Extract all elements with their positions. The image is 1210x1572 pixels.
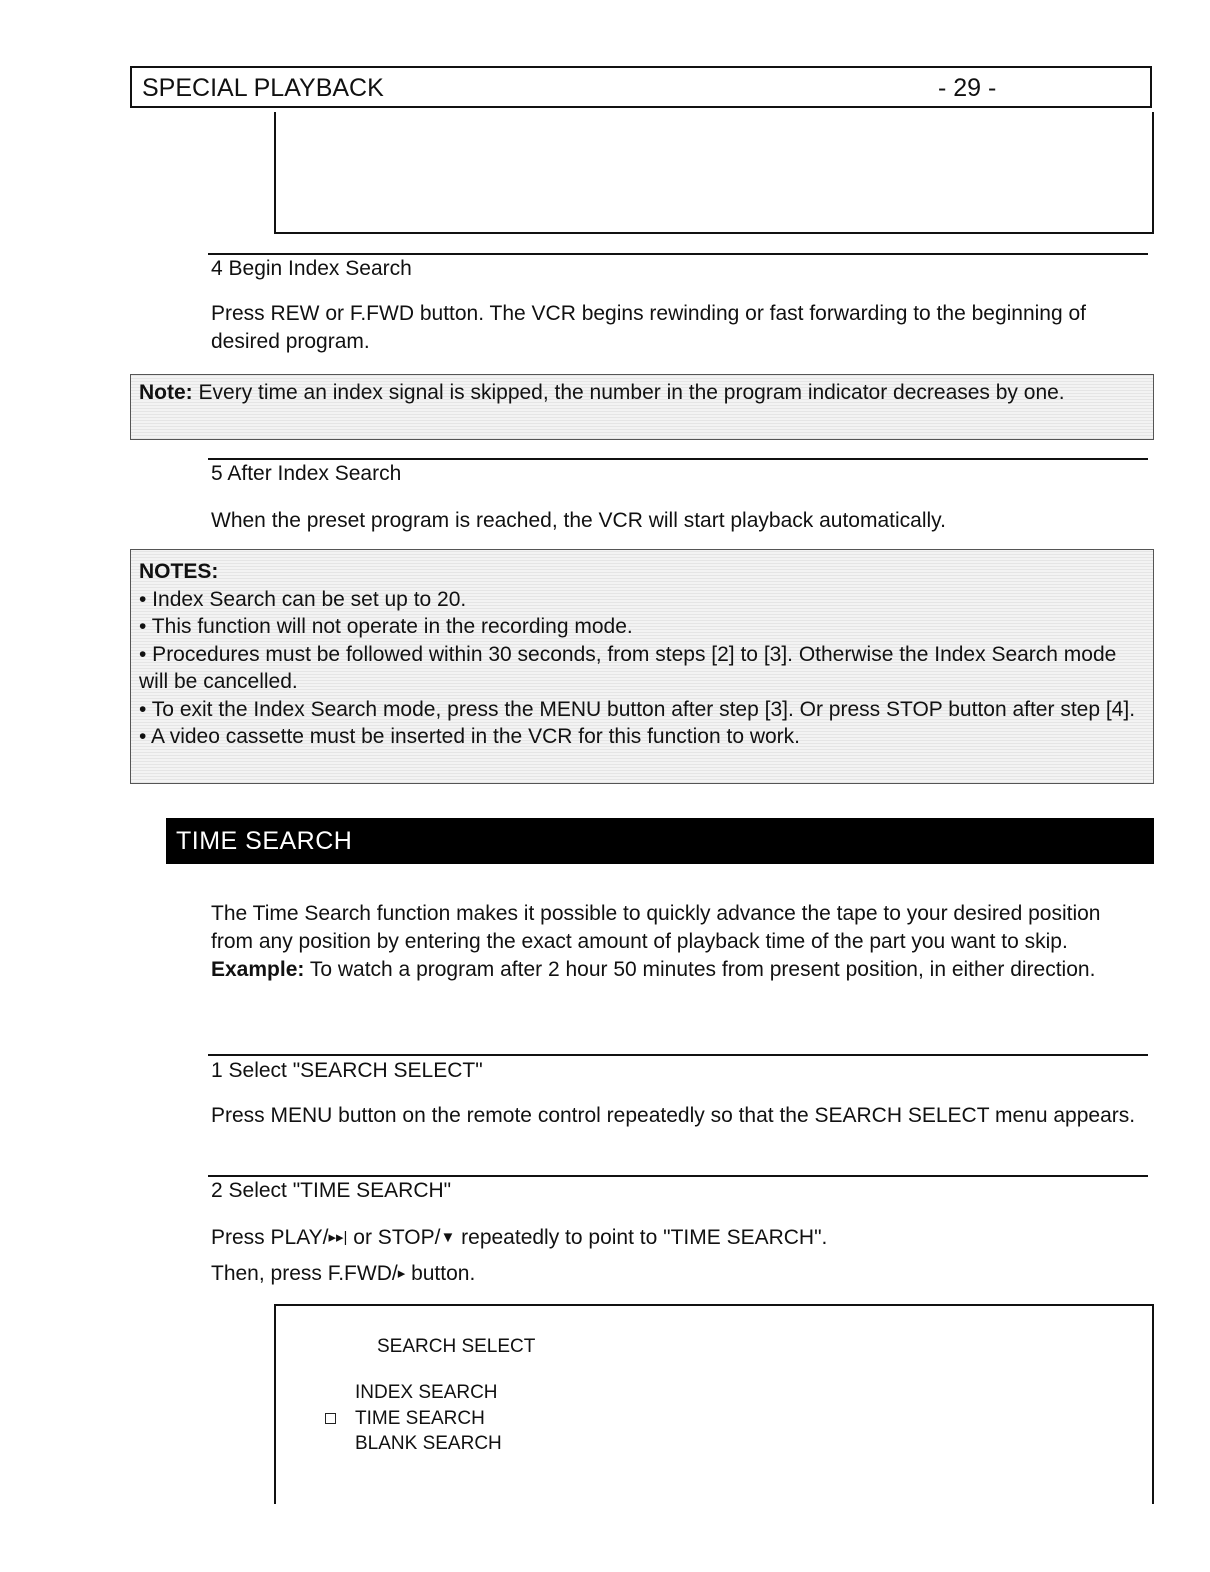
notes-item: • To exit the Index Search mode, press the MENU button after step [3]. Or press STOP button after step [4]. bbox=[139, 697, 1136, 721]
step-2-line-1 bbox=[211, 1224, 1146, 1252]
step-2-title: 2 Select "TIME SEARCH" bbox=[211, 1179, 452, 1202]
example-text: To watch a program after 2 hour 50 minutes from present position, in either direction. bbox=[309, 958, 1096, 981]
step-1-title: 1 Select "SEARCH SELECT" bbox=[211, 1059, 483, 1082]
menu-item-index-search: INDEX SEARCH bbox=[355, 1382, 498, 1403]
divider bbox=[208, 1054, 1148, 1056]
play-skip-icon: ▸▸| bbox=[328, 1229, 348, 1246]
divider bbox=[208, 253, 1148, 255]
note-label: Note: bbox=[139, 381, 193, 404]
step-4-text: Press REW or F.FWD button. The VCR begins rewinding or fast forwarding to the beginning of desired program. bbox=[211, 302, 1087, 353]
step-2-text: button. bbox=[405, 1262, 476, 1285]
notes-item: • This function will not operate in the recording mode. bbox=[139, 615, 633, 638]
page-header bbox=[130, 66, 1152, 108]
time-search-section-bar bbox=[166, 818, 1154, 864]
example-line bbox=[211, 956, 1146, 984]
example-label: Example: bbox=[211, 958, 305, 981]
screen-display-box bbox=[274, 112, 1154, 234]
step-1-text: Press MENU button on the remote control repeatedly so that the SEARCH SELECT menu appears. bbox=[211, 1104, 1136, 1127]
menu-item-blank-search: BLANK SEARCH bbox=[355, 1433, 502, 1454]
note-box bbox=[130, 374, 1154, 440]
note-text: Every time an index signal is skipped, the number in the program indicator decreases by one. bbox=[198, 381, 1065, 404]
notes-item: • Procedures must be followed within 30 seconds, from steps [2] to [3]. Otherwise the Index Search mode will be cancelled. bbox=[139, 642, 1117, 693]
step-4-title: 4 Begin Index Search bbox=[211, 257, 412, 280]
time-search-heading: TIME SEARCH bbox=[176, 827, 353, 855]
intro-text: The Time Search function makes it possible to quickly advance the tape to your desired position from any position by entering the exact amount of playback time of the part you want to skip. bbox=[211, 902, 1101, 953]
divider bbox=[208, 1175, 1148, 1177]
step-2-line-2 bbox=[211, 1260, 1146, 1288]
notes-label: NOTES: bbox=[139, 560, 219, 583]
page-number: - 29 - bbox=[938, 74, 997, 102]
step-2-text: or STOP/ bbox=[347, 1226, 441, 1249]
right-arrow-icon: ▸ bbox=[397, 1265, 406, 1282]
menu-item-time-search: TIME SEARCH bbox=[355, 1408, 485, 1429]
menu-title: SEARCH SELECT bbox=[377, 1336, 536, 1357]
section-header-title: SPECIAL PLAYBACK bbox=[142, 74, 384, 102]
step-5-title: 5 After Index Search bbox=[211, 462, 402, 485]
step-2-text: Press PLAY/ bbox=[211, 1226, 329, 1249]
notes-item: • Index Search can be set up to 20. bbox=[139, 587, 467, 611]
step-2-text: Then, press F.FWD/ bbox=[211, 1262, 398, 1285]
divider bbox=[208, 458, 1148, 460]
step-2-text: repeatedly to point to "TIME SEARCH". bbox=[455, 1226, 828, 1249]
down-arrow-icon: ▼ bbox=[440, 1229, 456, 1246]
step-5-text: When the preset program is reached, the VCR will start playback automatically. bbox=[211, 509, 946, 532]
time-search-intro bbox=[211, 900, 1146, 984]
notes-box bbox=[130, 549, 1154, 784]
menu-cursor-icon bbox=[325, 1413, 336, 1424]
notes-item: • A video cassette must be inserted in the VCR for this function to work. bbox=[139, 725, 801, 748]
search-select-menu-screen bbox=[274, 1304, 1154, 1504]
